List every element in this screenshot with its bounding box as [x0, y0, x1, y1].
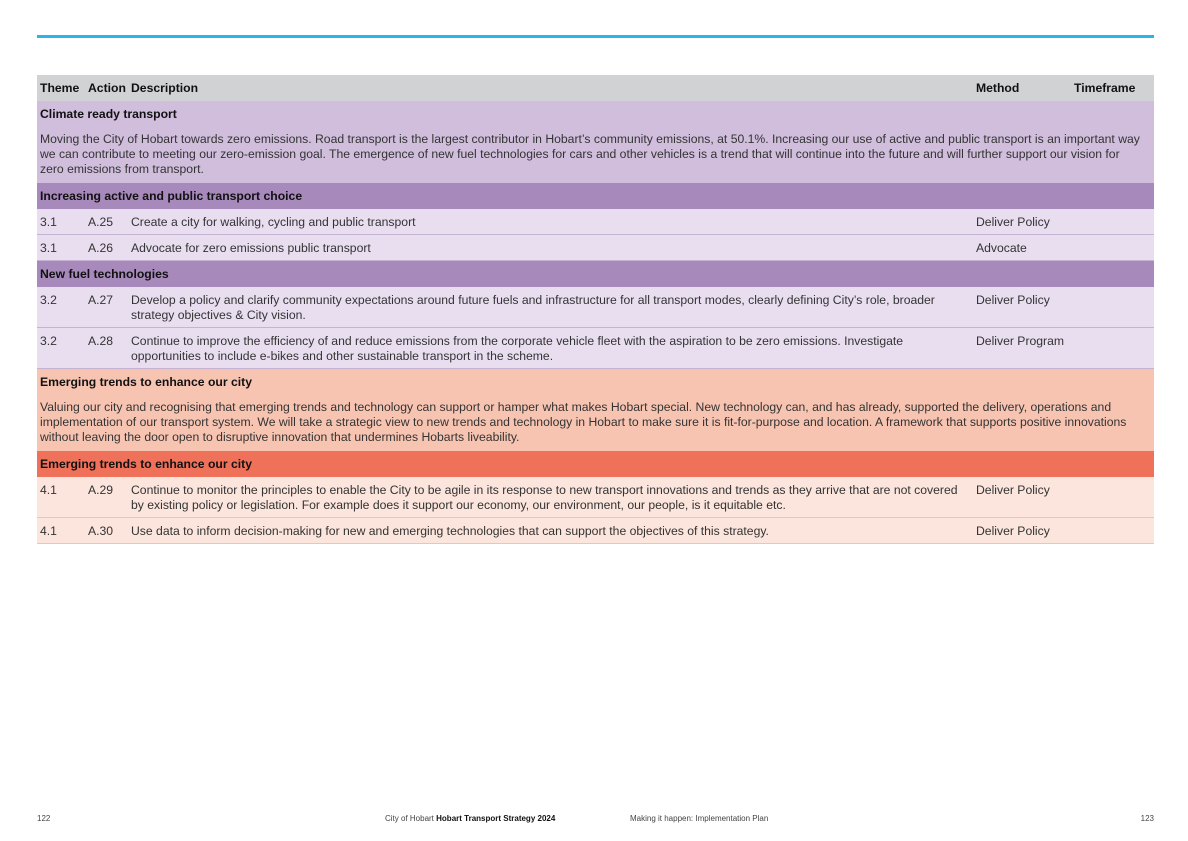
page-number-left: 122	[37, 814, 51, 823]
group-title-fuel-technologies: New fuel technologies	[37, 261, 1154, 287]
table-row	[37, 518, 1154, 544]
row-action: A.28	[88, 334, 114, 348]
table-row	[37, 477, 1154, 518]
row-method: Deliver Policy	[976, 524, 1050, 538]
footer-publisher: City of Hobart	[385, 814, 434, 823]
header-action: Action	[88, 81, 126, 95]
table-header-row	[37, 75, 1154, 101]
section-paragraph-climate: Moving the City of Hobart towards zero emissions. Road transport is the largest contributor in Hobart’s community emissions, at 50.1%. Increasing our use of active and public transport is an important way we can contribute to meeting our zero-emission goal. The emergence of new fuel technologies for cars and other vehicles is a trend that will continue into the future and will further support our vision for zero emissions from transport.	[37, 127, 1154, 183]
row-method: Advocate	[976, 241, 1027, 255]
footer-strategy-name: Hobart Transport Strategy 2024	[436, 814, 556, 823]
row-action: A.25	[88, 215, 114, 229]
table-row	[37, 287, 1154, 328]
section-paragraph-emerging-trends: Valuing our city and recognising that emerging trends and technology can support or hamper what makes Hobart special. New technology can, and has already, supported the delivery, operations and implementation of our transport system. We will take a strategic view to new trends and technology in Hobart to make sure it is fit-for-purpose and location. A framework that supports positive innovations without leaving the door open to disruptive innovation that undermines Hobarts liveability.	[37, 395, 1154, 451]
row-theme: 3.2	[40, 334, 57, 348]
row-description: Continue to monitor the principles to enable the City to be agile in its response to new transport innovations and trends as they arrive that are not covered by existing policy or legislation. For example does it support our economy, our environment, our people, is it equitable etc.	[131, 483, 958, 512]
implementation-table	[37, 75, 1154, 544]
header-description: Description	[131, 80, 199, 95]
row-action: A.29	[88, 483, 114, 497]
section-title-climate: Climate ready transport	[37, 101, 1154, 127]
row-description: Develop a policy and clarify community expectations around future fuels and infrastructure for all transport modes, clearly defining City’s role, broader strategy objectives & City vision.	[131, 293, 935, 322]
header-timeframe: Timeframe	[1074, 81, 1136, 95]
row-description: Advocate for zero emissions public transport	[131, 241, 371, 255]
row-theme: 4.1	[40, 483, 57, 497]
section-title-emerging-trends: Emerging trends to enhance our city	[37, 369, 1154, 395]
row-theme: 3.1	[40, 215, 57, 229]
header-method: Method	[976, 81, 1020, 95]
footer-chapter: Making it happen: Implementation Plan	[630, 814, 769, 823]
row-theme: 3.2	[40, 293, 57, 307]
row-method: Deliver Policy	[976, 483, 1050, 497]
row-action: A.26	[88, 241, 114, 255]
header-theme: Theme	[40, 81, 80, 95]
table-row	[37, 235, 1154, 261]
row-description: Create a city for walking, cycling and public transport	[131, 215, 416, 229]
group-title-emerging-trends: Emerging trends to enhance our city	[37, 451, 1154, 477]
row-method: Deliver Policy	[976, 215, 1050, 229]
row-description: Use data to inform decision-making for new and emerging technologies that can support the objectives of this strategy.	[131, 524, 769, 538]
group-title-active-transport: Increasing active and public transport choice	[37, 183, 1154, 209]
row-method: Deliver Program	[976, 334, 1065, 348]
table-row	[37, 209, 1154, 235]
row-action: A.30	[88, 524, 114, 538]
page-number-right: 123	[1140, 814, 1154, 823]
row-theme: 4.1	[40, 524, 57, 538]
row-description: Continue to improve the efficiency of and reduce emissions from the corporate vehicle fleet with the aspiration to be zero emissions. Investigate opportunities to include e-bikes and other sustainable transport in the scheme.	[131, 334, 904, 363]
row-method: Deliver Policy	[976, 293, 1050, 307]
footer-document-title	[385, 814, 555, 823]
row-theme: 3.1	[40, 241, 57, 255]
top-accent-rule	[37, 35, 1154, 38]
table-row	[37, 328, 1154, 369]
row-action: A.27	[88, 293, 114, 307]
